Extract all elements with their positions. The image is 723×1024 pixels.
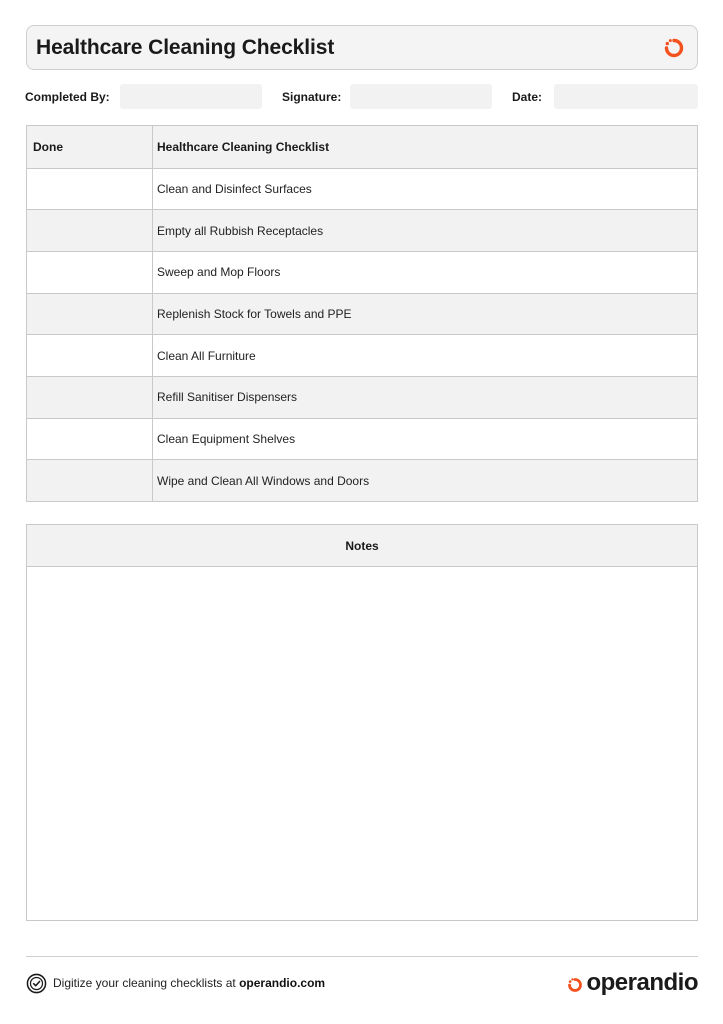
task-column-header: Healthcare Cleaning Checklist — [157, 139, 330, 154]
date-label: Date: — [512, 90, 543, 104]
done-cell[interactable] — [27, 335, 153, 376]
notes-area[interactable] — [27, 567, 697, 920]
brand-wordmark: operandio — [586, 969, 698, 996]
done-cell[interactable] — [27, 169, 153, 210]
meta-row — [0, 84, 723, 110]
checklist-table — [26, 125, 698, 502]
table-row — [27, 293, 697, 335]
footer-text — [53, 976, 325, 990]
operandio-swirl-icon — [661, 35, 687, 61]
table-row — [27, 168, 697, 210]
done-cell[interactable] — [27, 210, 153, 251]
signature-label: Signature: — [282, 90, 342, 104]
table-row — [27, 459, 697, 501]
completed-by-field[interactable] — [120, 84, 262, 109]
signature-field[interactable] — [350, 84, 492, 109]
date-field[interactable] — [554, 84, 698, 109]
footer-message: Digitize your cleaning checklists at — [53, 976, 240, 990]
task-cell: Refill Sanitiser Dispensers — [157, 390, 298, 405]
task-cell: Replenish Stock for Towels and PPE — [157, 306, 352, 321]
task-cell: Clean and Disinfect Surfaces — [157, 181, 312, 196]
notes-header: Notes — [27, 525, 697, 567]
table-row — [27, 376, 697, 418]
footer-link[interactable]: operandio.com — [239, 976, 326, 990]
done-cell[interactable] — [27, 294, 153, 335]
check-circle-icon — [26, 973, 47, 994]
task-cell: Clean Equipment Shelves — [157, 431, 296, 446]
completed-by-label: Completed By: — [25, 90, 110, 104]
title-bar — [26, 25, 698, 70]
table-row — [27, 251, 697, 293]
done-cell[interactable] — [27, 419, 153, 460]
done-cell[interactable] — [27, 460, 153, 501]
page-title: Healthcare Cleaning Checklist — [36, 35, 335, 59]
footer-divider — [26, 956, 698, 957]
table-row — [27, 418, 697, 460]
operandio-logo — [565, 969, 698, 997]
task-cell: Clean All Furniture — [157, 348, 256, 363]
operandio-swirl-icon — [565, 975, 585, 995]
table-row — [27, 209, 697, 251]
table-row — [27, 334, 697, 376]
task-cell: Empty all Rubbish Receptacles — [157, 223, 324, 238]
task-cell: Sweep and Mop Floors — [157, 265, 281, 280]
done-column-header: Done — [27, 126, 153, 168]
table-header-row — [27, 126, 697, 168]
task-cell: Wipe and Clean All Windows and Doors — [157, 473, 370, 488]
done-cell[interactable] — [27, 252, 153, 293]
notes-section — [26, 524, 698, 921]
done-cell[interactable] — [27, 377, 153, 418]
footer-promo — [26, 972, 325, 994]
